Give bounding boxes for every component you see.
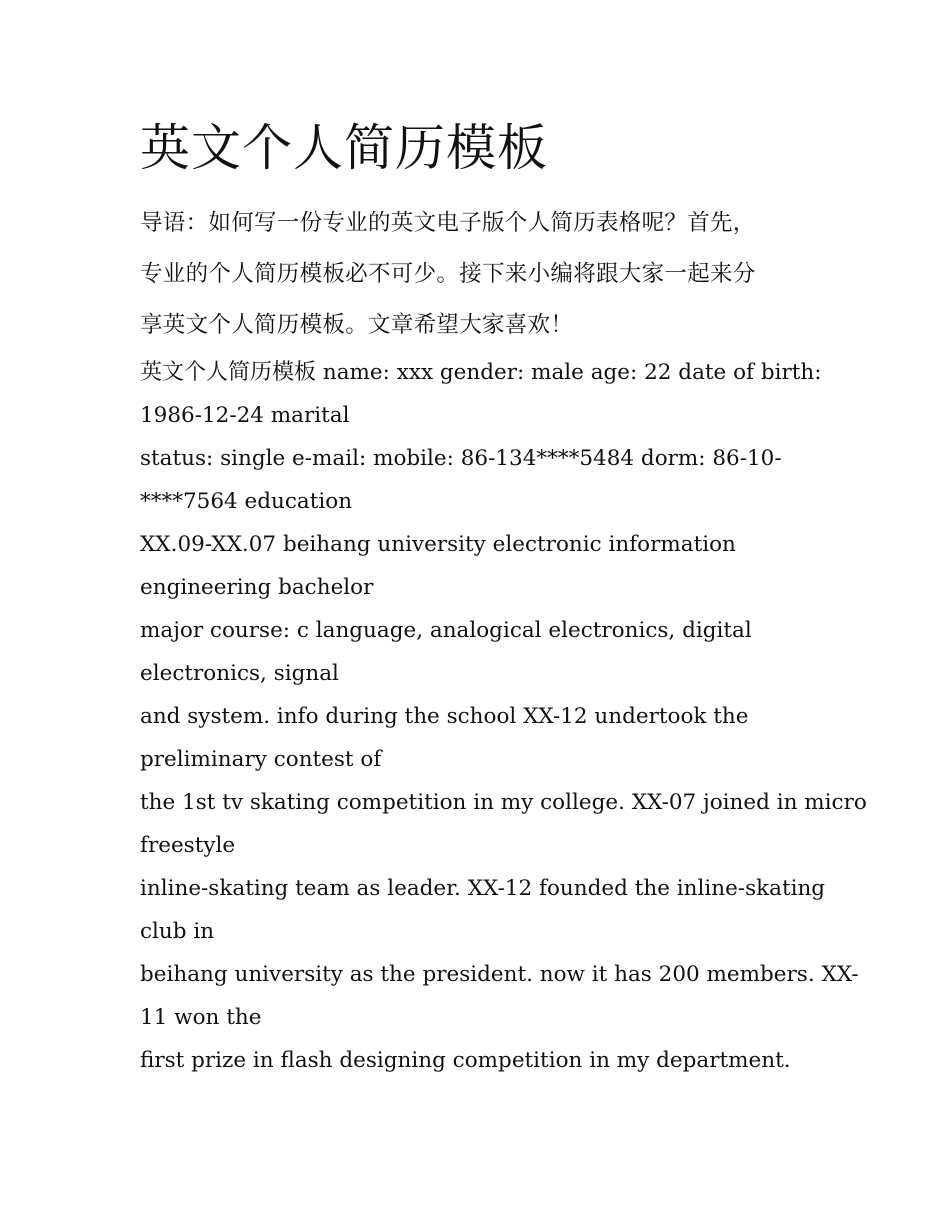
body-line: electronics, signal [140, 661, 339, 686]
intro-line: 享英文个人简历模板。文章希望大家喜欢！ [140, 312, 574, 338]
body-line: and system. info during the school XX-12 undertook the [140, 704, 749, 729]
body-line: engineering bachelor [140, 575, 374, 600]
body-line: 11 won the [140, 1005, 262, 1030]
body-line: the 1st tv skating competition in my college. XX-07 joined in micro [140, 790, 867, 815]
body-line: first prize in flash designing competition in my department. [140, 1048, 791, 1073]
body-line: XX.09-XX.07 beihang university electronic information [140, 532, 736, 557]
resume-heading-inline: 英文个人简历模板 [140, 360, 317, 385]
intro-line: 导语：如何写一份专业的英文电子版个人简历表格呢？首先， [140, 210, 756, 236]
resume-body [140, 351, 867, 1082]
body-line: 1986-12-24 marital [140, 403, 350, 428]
resume-first-line-text: name: xxx gender: male age: 22 date of birth: [316, 360, 822, 385]
body-line: major course: c language, analogical electronics, digital [140, 618, 752, 643]
body-line: ****7564 education [140, 489, 353, 514]
body-line: freestyle [140, 833, 236, 858]
intro-paragraph [140, 198, 820, 351]
body-line: club in [140, 919, 215, 944]
body-line: inline-skating team as leader. XX-12 founded the inline-skating [140, 876, 826, 901]
body-line: preliminary contest of [140, 747, 382, 772]
document-page [140, 112, 867, 1082]
intro-line: 专业的个人简历模板必不可少。接下来小编将跟大家一起来分 [140, 261, 756, 287]
body-line: status: single e-mail: mobile: 86-134****5484 dorm: 86-10- [140, 446, 782, 471]
resume-first-line [140, 351, 820, 394]
body-line: beihang university as the president. now it has 200 members. XX- [140, 962, 859, 987]
page-title: 英文个人简历模板 [140, 119, 548, 177]
